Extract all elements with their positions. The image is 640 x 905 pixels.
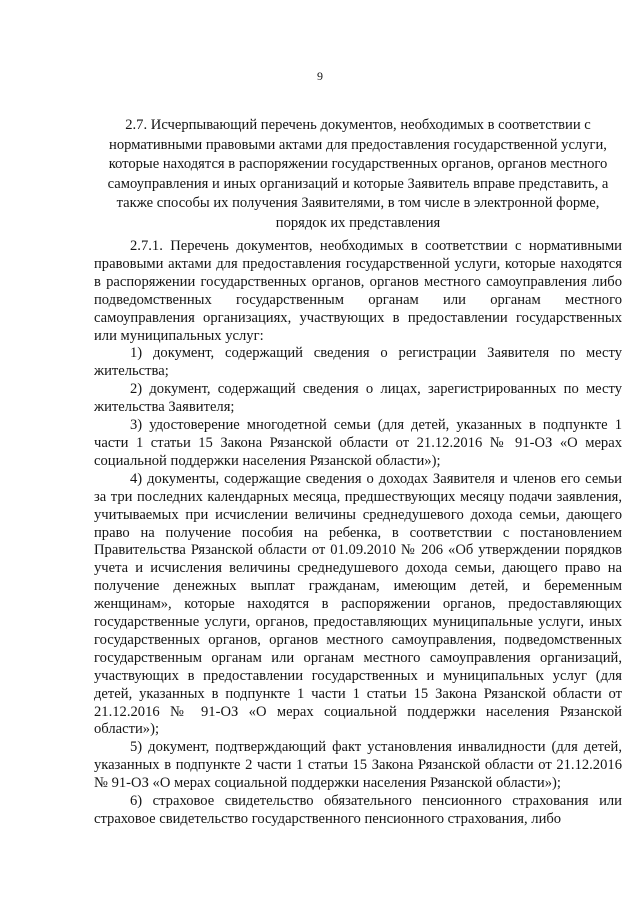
paragraph-2-7-1: 2.7.1. Перечень документов, необходимых в соответствии с нормативными правовыми актами для предоставления государственной услуги, которые находятся в распоряжении государственных органов, органов местного самоуправления либо подведомственных государственным органам или органам местного самоуправления организациях, участвующих в предоставлении государственных или муниципальных услуг: — [94, 238, 622, 344]
list-item-6: 6) страховое свидетельство обязательного пенсионного страхования или страховое свидетельство государственного пенсионного страхования, либо — [94, 793, 622, 827]
document-body — [94, 238, 622, 829]
list-item-1: 1) документ, содержащий сведения о регистрации Заявителя по месту жительства; — [94, 345, 622, 380]
page-number: 9 — [317, 69, 323, 83]
list-item-2: 2) документ, содержащий сведения о лицах, зарегистрированных по месту жительства Заявителя; — [94, 381, 622, 416]
list-item-3: 3) удостоверение многодетной семьи (для детей, указанных в подпункте 1 части 1 статьи 15 Закона Рязанской области от 21.12.2016 № 91-ОЗ «О мерах социальной поддержки населения Рязанской области»); — [94, 417, 622, 469]
list-item-4: 4) документы, содержащие сведения о доходах Заявителя и членов его семьи за три последних календарных месяца, предшествующих месяцу подачи заявления, учитываемых при исчислении величины среднедушевого дохода семьи, дающего право на получение пособия на ребенка, в соответствии с постановлением Правительства Рязанской области от 01.09.2010 № 206 «Об утверждении порядков учета и исчисления величины среднедушевого дохода семьи, дающего право на получение денежных выплат гражданам, имеющим детей, и беременным женщинам», которые находятся в распоряжении органов, предоставляющих государственные услуги, органов, предоставляющих муниципальные услуги, иных государственных органов, органов местного самоуправления, подведомственных государственным органам или органам местного самоуправления организаций, участвующих в предоставлении государственных и муниципальных услуг (для детей, указанных в подпункте 1 части 1 статьи 15 Закона Рязанской области от 21.12.2016 № 91-ОЗ «О мерах социальной поддержки населения Рязанской области»); — [94, 470, 622, 738]
section-heading: 2.7. Исчерпывающий перечень документов, необходимых в соответствии с нормативными правовыми актами для предоставления государственной услуги, которые находятся в распоряжении государственных органов, органов местного самоуправления и иных организаций и которые Заявитель вправе представить, а также способы их получения Заявителями, в том числе в электронной форме, порядок их представления — [107, 117, 609, 231]
list-item-5: 5) документ, подтверждающий факт установления инвалидности (для детей, указанных в подпункте 2 части 1 статьи 15 Закона Рязанской области от 21.12.2016 № 91-ОЗ «О мерах социальной поддержки населения Рязанской области»); — [94, 739, 622, 792]
